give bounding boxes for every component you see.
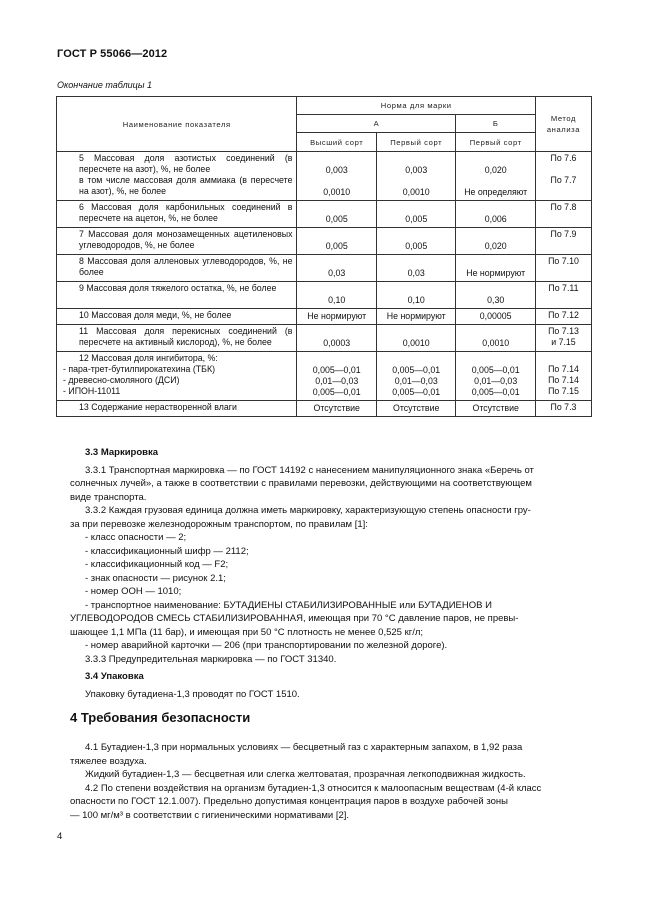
section-3-3 — [70, 446, 592, 701]
paragraph-line: тяжелее воздуха. — [70, 755, 147, 767]
paragraph-line: за при перевозке железнодорожным транспортом, по правилам [1]: — [70, 518, 368, 530]
value: 0,10 — [407, 295, 425, 305]
value: 0,03 — [328, 268, 346, 278]
table-row — [57, 228, 592, 255]
value: 0,005 — [325, 241, 348, 251]
paragraph-line: солнечных лучей», а также в соответствии с правилами перевозки, действующими на соответствующем — [70, 478, 532, 489]
value: 0,005 — [405, 241, 428, 251]
method-cell — [535, 325, 591, 352]
value: 0,00005 — [456, 309, 535, 325]
table-row — [57, 325, 592, 352]
method: и 7.15 — [551, 337, 576, 347]
row-name-line: 6 Массовая доля карбонильных соединений в пересчете на ацетон, %, не более — [79, 202, 293, 223]
value-cell — [456, 352, 535, 401]
row-name — [57, 228, 297, 255]
value: 0,005—0,01 — [471, 365, 520, 375]
paragraph-line: виде транспорта. — [70, 491, 147, 503]
row-name-line: - древесно-смоляного (ДСИ) — [63, 375, 180, 385]
paragraph-line: — 100 мг/м³ в соответствии с гигиеническими нормативами [2]. — [70, 809, 350, 821]
col-header-first-grade-b: Первый сорт — [456, 133, 535, 152]
value: Не нормируют — [376, 309, 455, 325]
value: 0,003 — [325, 165, 348, 175]
value-cell — [376, 201, 455, 228]
row-name — [57, 152, 297, 201]
section-4 — [70, 741, 592, 822]
value-cell — [376, 228, 455, 255]
paragraph-line: Упаковку бутадиена-1,3 проводят по ГОСТ 1510. — [85, 688, 300, 700]
value: 0,01—0,03 — [315, 376, 359, 386]
table-row — [57, 255, 592, 282]
row-name-line: 7 Массовая доля монозамещенных ацетиленовых углеводородов, %, не более — [79, 229, 293, 250]
value-cell — [376, 282, 455, 309]
value-cell — [376, 152, 455, 201]
row-name — [57, 352, 297, 401]
value: 0,006 — [484, 214, 507, 224]
page-number: 4 — [57, 831, 63, 842]
value-cell — [456, 255, 535, 282]
value-cell — [376, 325, 455, 352]
value: 0,0010 — [323, 187, 351, 197]
value: 0,30 — [487, 295, 505, 305]
table-caption: Окончание таблицы 1 — [57, 80, 152, 90]
row-name — [57, 309, 297, 325]
value: 0,0010 — [402, 187, 430, 197]
method: По 7.6 — [550, 153, 577, 163]
col-header-grade-b: Б — [456, 115, 535, 133]
row-name — [57, 282, 297, 309]
value: 0,005 — [325, 214, 348, 224]
list-item: - номер аварийной карточки — 206 (при транспортировании по железной дороге). — [85, 640, 448, 651]
value-cell — [456, 152, 535, 201]
value: 0,020 — [484, 241, 507, 251]
table-row — [57, 282, 592, 309]
paragraph-line: 3.3.1 Транспортная маркировка — по ГОСТ 14192 с нанесением манипуляционного знака «Беречь от — [85, 464, 534, 476]
value-cell — [297, 255, 376, 282]
method: По 7.3 — [535, 401, 591, 417]
value: 0,003 — [405, 165, 428, 175]
row-name-line: 11 Массовая доля перекисных соединений (в пересчете на активный кислород), %, не более — [79, 326, 293, 347]
value: Отсутствие — [376, 401, 455, 417]
value-cell — [297, 282, 376, 309]
list-item: - классификационный шифр — 2112; — [85, 545, 249, 557]
value: 0,01—0,03 — [474, 376, 518, 386]
table-row — [57, 309, 592, 325]
paragraph-line: Жидкий бутадиен-1,3 — бесцветная или слегка желтоватая, прозрачная легкоподвижная жидкость. — [85, 769, 526, 780]
value: Не определяют — [464, 187, 528, 197]
row-name — [57, 255, 297, 282]
row-name-line: - пара-трет-бутилпирокатехина (ТБК) — [63, 364, 216, 374]
col-header-method: Метод анализа — [535, 97, 591, 152]
table-row — [57, 152, 592, 201]
col-header-top-grade: Высший сорт — [297, 133, 376, 152]
row-name — [57, 325, 297, 352]
section-title: 3.4 Упаковка — [85, 671, 144, 682]
value-cell — [376, 352, 455, 401]
table-row — [57, 352, 592, 401]
value: 0,0010 — [482, 338, 510, 348]
table-row — [57, 201, 592, 228]
list-item-continuation: УГЛЕВОДОРОДОВ СМЕСЬ СТАБИЛИЗИРОВАННАЯ, имеющая при 70 °С давление паров, не превы- — [70, 613, 519, 624]
row-name-line: 5 Массовая доля азотистых соединений (в пересчете на азот), %, не более — [79, 153, 293, 174]
value: 0,0003 — [323, 338, 351, 348]
value: 0,10 — [328, 295, 346, 305]
value: 0,005—0,01 — [312, 387, 361, 397]
spec-table — [56, 96, 592, 417]
value: 0,0010 — [402, 338, 430, 348]
paragraph-line: 3.3.3 Предупредительная маркировка — по ГОСТ 31340. — [85, 653, 337, 665]
value-cell — [297, 152, 376, 201]
value: 0,005—0,01 — [392, 365, 441, 375]
row-name-line: - ИПОН-11011 — [63, 386, 121, 396]
col-header-grade-a: А — [297, 115, 456, 133]
row-name-line: 8 Массовая доля алленовых углеводородов, %, не более — [79, 256, 293, 277]
list-item: - классификационный код — F2; — [85, 559, 229, 570]
value: 0,005—0,01 — [392, 387, 441, 397]
value-cell — [297, 352, 376, 401]
row-name-line: в том числе массовая доля аммиака (в пересчете на азот), %, не более — [79, 175, 293, 196]
row-name-line: 12 Массовая доля ингибитора, %: — [79, 353, 218, 363]
method-cell — [535, 152, 591, 201]
method: По 7.7 — [550, 175, 577, 185]
list-item: - класс опасности — 2; — [85, 532, 187, 543]
row-name-line: 13 Содержание нерастворенной влаги — [79, 402, 237, 412]
list-item: - номер ООН — 1010; — [85, 586, 182, 597]
method: По 7.14 — [548, 375, 579, 385]
method: По 7.11 — [535, 282, 591, 309]
method: По 7.9 — [535, 228, 591, 255]
value: 0,03 — [407, 268, 425, 278]
document-header: ГОСТ Р 55066—2012 — [57, 48, 168, 60]
method: По 7.8 — [535, 201, 591, 228]
value-cell — [456, 325, 535, 352]
col-header-first-grade: Первый сорт — [376, 133, 455, 152]
value: Отсутствие — [297, 401, 376, 417]
value-cell — [297, 228, 376, 255]
table-row — [57, 401, 592, 417]
value: 0,005 — [405, 214, 428, 224]
list-item: - знак опасности — рисунок 2.1; — [85, 572, 226, 584]
method: По 7.10 — [535, 255, 591, 282]
method: По 7.13 — [548, 326, 579, 336]
value-cell — [456, 201, 535, 228]
method: По 7.14 — [548, 364, 579, 374]
value-cell — [297, 201, 376, 228]
paragraph-line: 4.1 Бутадиен-1,3 при нормальных условиях — бесцветный газ с характерным запахом, в 1,92 раза — [85, 742, 523, 753]
row-name-line: 9 Массовая доля тяжелого остатка, %, не более — [79, 283, 277, 293]
value-cell — [376, 255, 455, 282]
table-header-row — [57, 97, 592, 115]
row-name — [57, 201, 297, 228]
paragraph-line: 4.2 По степени воздействия на организм бутадиен-1,3 относится к малоопасным веществам (4-й класс — [85, 782, 542, 794]
value: 0,020 — [484, 165, 507, 175]
section-heading: 4 Требования безопасности — [70, 710, 251, 725]
method: По 7.12 — [535, 309, 591, 325]
list-item: - транспортное наименование: БУТАДИЕНЫ СТАБИЛИЗИРОВАННЫЕ или БУТАДИЕНОВ И — [85, 599, 492, 611]
section-title: 3.3 Маркировка — [85, 447, 159, 458]
col-header-name: Наименование показателя — [57, 97, 297, 152]
method-cell — [535, 352, 591, 401]
list-item-continuation: шающее 1,1 МПа (11 бар), и имеющая при 50 °С плотность не менее 0,525 кг/л; — [70, 626, 424, 638]
paragraph-line: 3.3.2 Каждая грузовая единица должна иметь маркировку, характеризующую степень опасности гру- — [85, 505, 531, 516]
row-name-line: 10 Массовая доля меди, %, не более — [79, 310, 232, 320]
value-cell — [297, 325, 376, 352]
col-header-norm: Норма для марки — [297, 97, 535, 115]
method: По 7.15 — [548, 386, 579, 396]
value: Не нормируют — [466, 268, 526, 278]
paragraph-line: опасности по ГОСТ 12.1.007). Предельно допустимая концентрация паров в воздухе рабочей зоны — [70, 796, 508, 807]
value-cell — [456, 228, 535, 255]
value: 0,01—0,03 — [394, 376, 438, 386]
value: 0,005—0,01 — [471, 387, 520, 397]
row-name — [57, 401, 297, 417]
value-cell — [456, 282, 535, 309]
value: Не нормируют — [297, 309, 376, 325]
value: Отсутствие — [456, 401, 535, 417]
value: 0,005—0,01 — [312, 365, 361, 375]
